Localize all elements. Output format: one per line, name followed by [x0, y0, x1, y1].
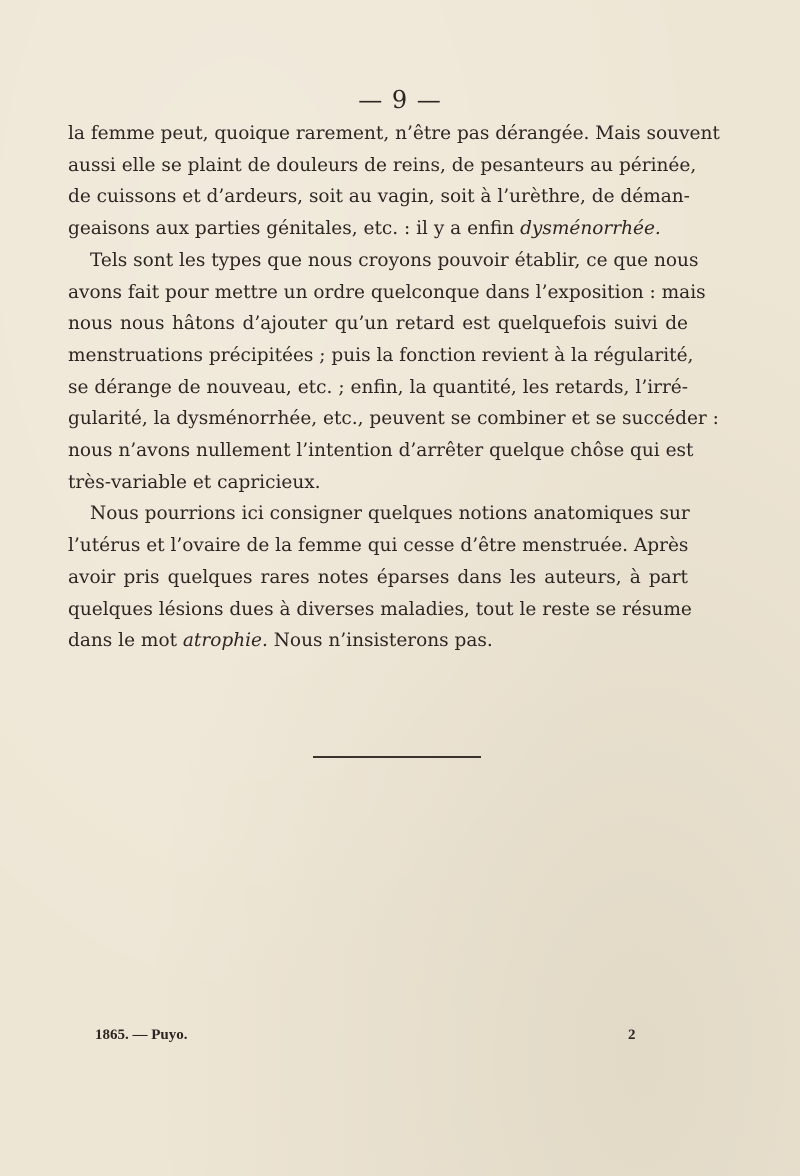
text-line: gularité, la dysménorrhée, etc., peuvent se combiner et se succéder : [68, 408, 719, 430]
text-segment: dans le mot [68, 630, 183, 652]
paragraph-3 [68, 498, 692, 657]
text-line: très-variable et capricieux. [68, 471, 321, 493]
text-line: avons fait pour mettre un ordre quelconque dans l’exposition : mais [68, 281, 706, 303]
text-line: nous n’avons nullement l’intention d’arrêter quelque chôse qui est [68, 440, 694, 462]
text-line: l’utérus et l’ovaire de la femme qui cesse d’être menstruée. Après [68, 535, 689, 557]
italic-term: dysménorrhée. [520, 218, 661, 240]
page-number: — 9 — [358, 86, 442, 114]
text-segment: geaisons aux parties génitales, etc. : il y a enfin [68, 218, 521, 240]
text-line: se dérange de nouveau, etc. ; enfin, la quantité, les retards, l’irré- [68, 376, 688, 398]
text-line [68, 625, 688, 657]
paragraph-1 [68, 118, 720, 245]
text-line: nous nous hâtons d’ajouter qu’un retard est quelquefois suivi de [68, 313, 688, 335]
body-text [68, 118, 720, 657]
printer-signature: 1865. — Puyo. [95, 1027, 188, 1043]
text-line: aussi elle se plaint de douleurs de reins, de pesanteurs au périnée, [68, 154, 697, 176]
text-line: menstruations précipitées ; puis la fonction revient à la régularité, [68, 344, 694, 366]
section-divider [313, 756, 481, 758]
text-line: quelques lésions dues à diverses maladies, tout le reste se résume [68, 598, 692, 620]
text-segment: Nous n’insisterons pas. [267, 630, 493, 652]
italic-term: atrophie. [182, 630, 268, 652]
text-line: la femme peut, quoique rarement, n’être pas dérangée. Mais souvent [68, 123, 720, 144]
text-line: Nous pourrions ici consigner quelques notions anatomiques sur [90, 503, 690, 525]
text-line: Tels sont les types que nous croyons pouvoir établir, ce que nous [90, 249, 699, 271]
text-line: de cuissons et d’ardeurs, soit au vagin, soit à l’urèthre, de déman- [68, 186, 690, 208]
paragraph-2 [68, 245, 719, 499]
text-line: avoir pris quelques rares notes éparses dans les auteurs, à part [68, 566, 688, 588]
signature-mark: 2 [628, 1027, 636, 1043]
text-line [68, 213, 688, 245]
